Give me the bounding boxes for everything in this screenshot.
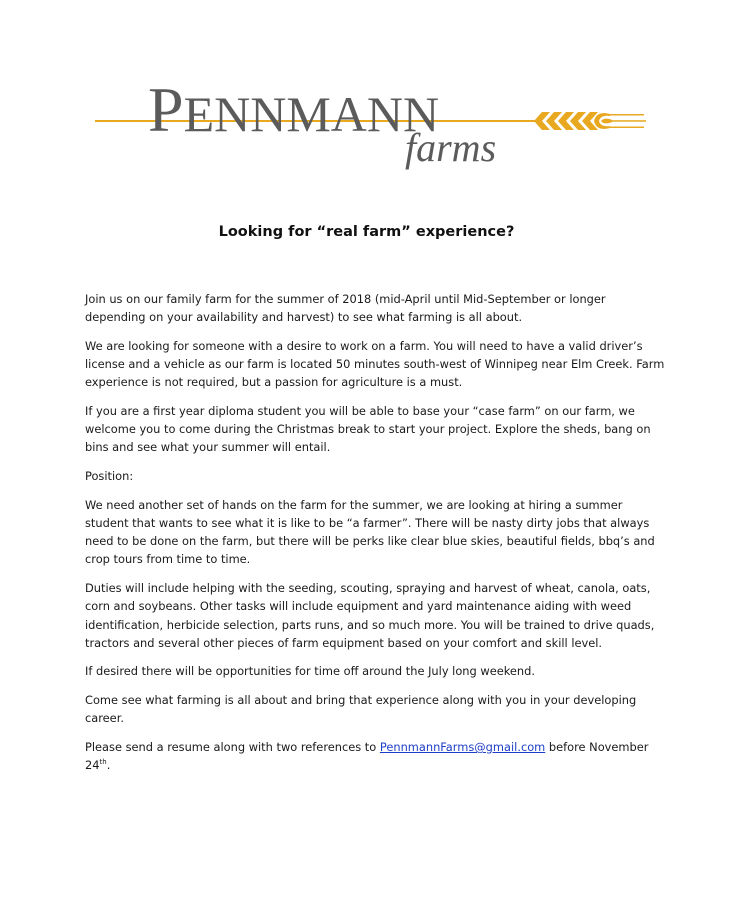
contact-text: Please send a resume along with two references to bbox=[85, 740, 380, 755]
paragraph-students: If you are a first year diploma student you will be able to base your “case farm” on our farm, we welcome you to come during the Christmas break to start your project. Explore the sheds, bang on bins and see what your summer will entail. bbox=[85, 404, 651, 455]
paragraph-position: We need another set of hands on the farm for the summer, we are looking at hiring a summer student that wants to see what it is like to be “a farmer”. There will be nasty dirty jobs that always need to be done on the farm, but there will be perks like clear blue skies, beautiful fields, bbq’s and crop tours from time to time. bbox=[85, 497, 655, 567]
logo-initial: P bbox=[148, 74, 184, 145]
logo-wordmark bbox=[148, 74, 440, 145]
ordinal-suffix: th bbox=[99, 758, 107, 767]
paragraph-duties: Duties will include helping with the seeding, scouting, spraying and harvest of wheat, canola, oats, corn and soybeans. Other tasks will include equipment and yard maintenance aiding with weed identification, herbicide selection, parts runs, and so much more. You will be trained to drive quads, tractors and several other pieces of farm equipment based on your comfort and skill level. bbox=[85, 581, 655, 650]
logo-subtitle: farms bbox=[405, 125, 497, 170]
paragraph-intro: Join us on our family farm for the summer of 2018 (mid-April until Mid-September or longer depending on your availability and harvest) to see what farming is all about. bbox=[85, 292, 606, 325]
wheat-stalk-icon bbox=[530, 108, 650, 134]
paragraph-time-off: If desired there will be opportunities for time off around the July long weekend. bbox=[85, 664, 535, 679]
contact-end: . bbox=[106, 758, 111, 773]
logo-accent-line-left bbox=[95, 120, 155, 122]
pennmann-farms-logo bbox=[0, 0, 733, 200]
paragraph-career: Come see what farming is all about and bring that experience along with you in your developing career. bbox=[85, 693, 637, 726]
document-title: Looking for “real farm” experience? bbox=[218, 224, 515, 240]
position-heading: Position: bbox=[85, 469, 134, 484]
document-body bbox=[85, 290, 665, 785]
deadline-text: before November 24 bbox=[85, 740, 649, 773]
email-link[interactable]: PennmannFarms@gmail.com bbox=[379, 740, 546, 755]
paragraph-contact bbox=[85, 738, 665, 774]
paragraph-requirements: We are looking for someone with a desire to work on a farm. You will need to have a valid driver’s license and a vehicle as our farm is located 50 minutes south-west of Winnipeg near Elm Creek. Farm experience is not required, but a passion for agriculture is a must. bbox=[85, 338, 665, 390]
logo-name: ENNMANN bbox=[183, 86, 440, 142]
